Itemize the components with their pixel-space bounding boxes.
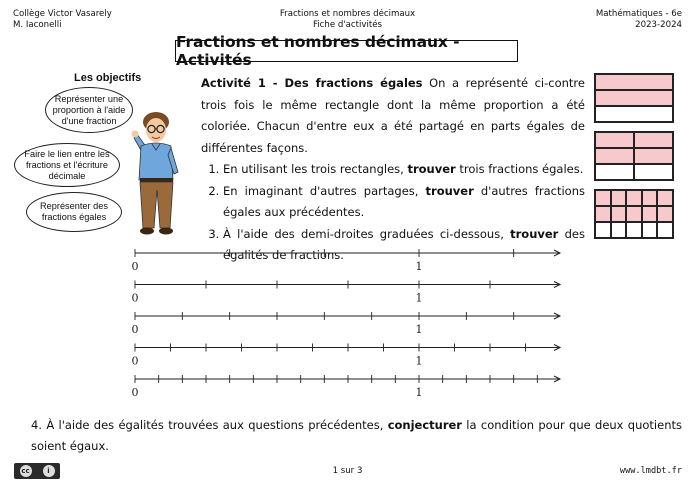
objective-text-3: Représenter des fractions égales	[40, 201, 108, 222]
label-one: 1	[415, 260, 423, 273]
teacher-illustration	[128, 110, 184, 240]
label-zero: 0	[131, 386, 139, 399]
objective-text-1: Représenter une proportion à l'aide d'une fraction	[52, 93, 126, 126]
author-name: M. Iaconelli	[13, 20, 62, 30]
header-subject: Mathématiques - 6e	[595, 9, 682, 19]
shaded-cell	[634, 132, 673, 148]
shaded-cell	[657, 206, 673, 222]
activity-intro-text: On a représenté ci-contre trois fois le même rectangle dont la même proportion a été coloriée. Chacun d'entre eux a été partagé en parts égales de différentes façons.	[201, 76, 585, 155]
fraction-rectangle-1	[594, 73, 674, 123]
q4-verb: conjecturer	[387, 418, 462, 432]
shaded-cell	[657, 190, 673, 206]
q1-verb: trouver	[407, 162, 456, 176]
label-zero: 0	[131, 323, 139, 336]
rectangles-figure	[594, 73, 674, 247]
empty-cell	[642, 222, 658, 238]
q4-number: 4.	[31, 418, 42, 432]
shaded-cell	[611, 206, 627, 222]
activity-intro	[201, 73, 585, 159]
empty-cell	[657, 222, 673, 238]
q3-verb: trouver	[510, 226, 559, 241]
shaded-cell	[611, 190, 627, 206]
number-line-3	[132, 312, 561, 336]
label-one: 1	[415, 291, 423, 305]
fraction-rectangle-2	[594, 131, 674, 181]
number-line-4	[132, 344, 561, 368]
page-number: 1 sur 3	[332, 466, 363, 476]
header-year: 2023-2024	[635, 20, 682, 30]
q4-text-a: À l'aide des égalités trouvées aux questions précédentes,	[46, 418, 388, 432]
cc-icon: cc	[21, 467, 30, 475]
header-center	[0, 9, 695, 31]
empty-cell	[611, 222, 627, 238]
page-title: Fractions et nombres décimaux - Activités	[176, 33, 460, 69]
q2-verb: trouver	[425, 183, 474, 198]
shaded-cell	[595, 190, 611, 206]
school-name: Collège Victor Vasarely	[13, 9, 112, 19]
number-line-2	[132, 281, 561, 305]
q1-text-a: En utilisant les trois rectangles,	[223, 162, 408, 176]
number-line-5	[132, 375, 561, 399]
q1-text-c: trois fractions égales.	[455, 162, 584, 176]
q3-text-a: À l'aide des demi-droites graduées ci-dessous,	[223, 226, 511, 241]
page-title-box	[175, 33, 518, 69]
number-lines-figure	[127, 243, 572, 403]
header-topic: Fractions et nombres décimaux	[279, 9, 416, 19]
objective-bubble-3	[26, 192, 122, 232]
objectives-heading: Les objectifs	[74, 72, 142, 84]
q4-text-c: la condition pour que deux quotients soient égaux.	[31, 418, 682, 453]
empty-cell	[634, 164, 673, 180]
fraction-rectangle-3	[594, 189, 674, 239]
question-2	[223, 181, 585, 224]
shaded-cell	[595, 206, 611, 222]
shaded-cell	[595, 132, 634, 148]
objective-bubble-2	[14, 143, 120, 187]
q3-text-c: des égalités de fractions.	[223, 226, 585, 262]
q2-text-c: d'autres fractions égales aux précédentes.	[223, 183, 585, 219]
objective-bubble-1	[45, 87, 133, 133]
objective-text-2: Faire le lien entre les fractions et l'écriture décimale	[24, 148, 110, 181]
header-doc-type: Fiche d'activités	[312, 20, 383, 30]
question-1	[223, 159, 585, 181]
label-one: 1	[415, 323, 423, 336]
question-4	[31, 415, 682, 457]
label-one: 1	[415, 386, 423, 399]
shaded-cell	[642, 206, 658, 222]
shaded-cell	[626, 190, 642, 206]
label-one: 1	[415, 354, 423, 368]
empty-cell	[595, 164, 634, 180]
q2-text-a: En imaginant d'autres partages,	[223, 183, 426, 198]
shaded-cell	[642, 190, 658, 206]
shaded-cell	[626, 206, 642, 222]
activity-1	[201, 73, 585, 267]
shaded-cell	[595, 74, 673, 90]
empty-cell	[595, 106, 673, 122]
shaded-cell	[634, 148, 673, 164]
number-line-1	[132, 249, 561, 273]
by-icon: i	[43, 465, 55, 477]
label-zero: 0	[131, 260, 139, 273]
empty-cell	[626, 222, 642, 238]
activity-title: Activité 1 - Des fractions égales	[201, 76, 423, 90]
shaded-cell	[595, 90, 673, 106]
label-zero: 0	[131, 354, 139, 368]
header-right	[596, 9, 682, 31]
label-zero: 0	[131, 291, 139, 305]
empty-cell	[595, 222, 611, 238]
shaded-cell	[595, 148, 634, 164]
site-url: www.lmdbt.fr	[619, 466, 682, 476]
